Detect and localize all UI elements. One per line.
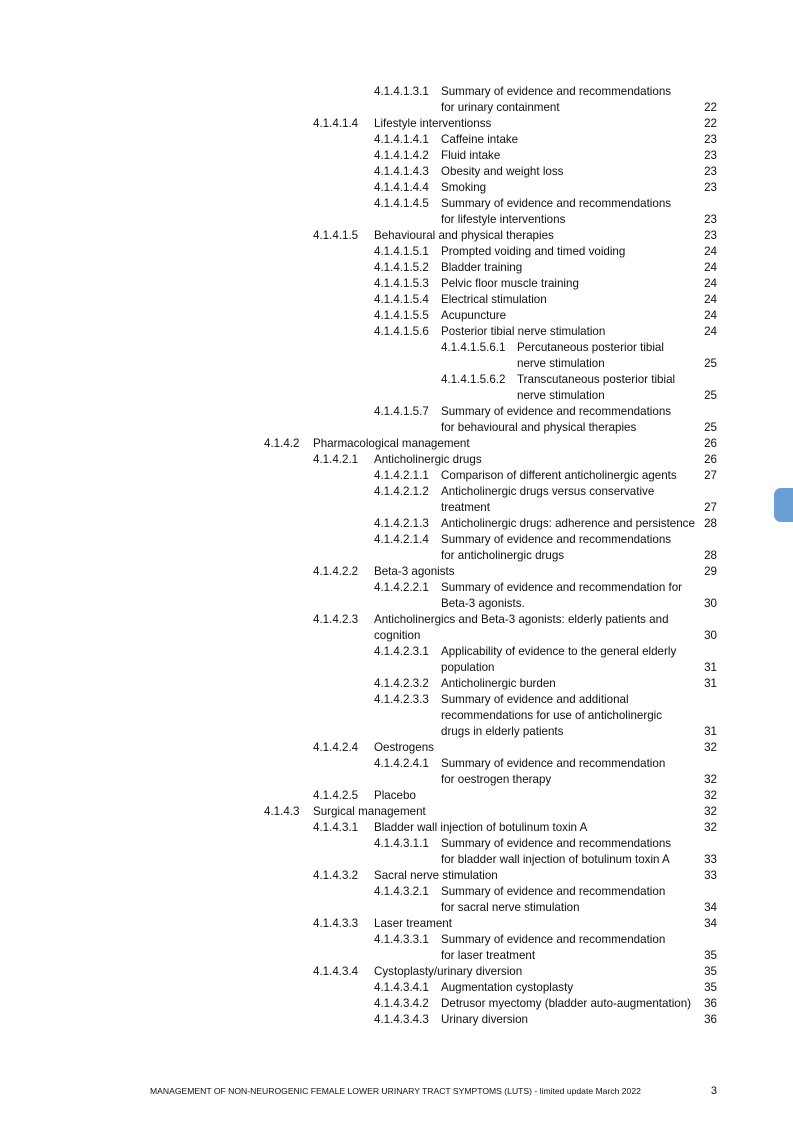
toc-entry[interactable] [0, 436, 793, 452]
toc-entry-number: 4.1.4.2.4 [313, 741, 359, 754]
toc-entry-number: 4.1.4.2.3.1 [374, 645, 429, 658]
toc-entry-page: 29 [704, 565, 717, 578]
toc-entry[interactable] [0, 532, 793, 548]
toc-entry[interactable] [0, 468, 793, 484]
toc-entry-number: 4.1.4.3.4.2 [374, 997, 429, 1010]
toc-entry-title: for lifestyle interventions [441, 213, 566, 226]
toc-entry-page: 36 [704, 997, 717, 1010]
toc-entry[interactable] [0, 548, 793, 564]
toc-entry-number: 4.1.4.3 [264, 805, 300, 818]
toc-entry[interactable] [0, 500, 793, 516]
toc-entry-page: 23 [704, 229, 717, 242]
toc-entry[interactable] [0, 228, 793, 244]
toc-entry-number: 4.1.4.3.4.3 [374, 1013, 429, 1026]
toc-entry[interactable] [0, 212, 793, 228]
toc-entry-title: Anticholinergic drugs [374, 453, 482, 466]
toc-entry[interactable] [0, 100, 793, 116]
toc-entry-number: 4.1.4.1.5.1 [374, 245, 429, 258]
toc-entry-title: drugs in elderly patients [441, 725, 564, 738]
toc-entry-page: 25 [704, 421, 717, 434]
toc-entry-title: Summary of evidence and recommendations [441, 197, 672, 210]
toc-entry-number: 4.1.4.1.5.7 [374, 405, 429, 418]
toc-entry-title: Surgical management [313, 805, 426, 818]
toc-entry-title: for sacral nerve stimulation [441, 901, 580, 914]
toc-entry-page: 32 [704, 789, 717, 802]
toc-entry-page: 24 [704, 309, 717, 322]
toc-entry-number: 4.1.4.3.2 [313, 869, 359, 882]
toc-entry[interactable] [0, 388, 793, 404]
toc-entry-page: 23 [704, 133, 717, 146]
toc-entry-number: 4.1.4.1.4.3 [374, 165, 429, 178]
toc-entry-title: Summary of evidence and recommendations [441, 85, 672, 98]
toc-entry[interactable] [0, 260, 793, 276]
toc-entry-page: 27 [704, 501, 717, 514]
toc-entry-number: 4.1.4.1.5 [313, 229, 359, 242]
toc-entry[interactable] [0, 660, 793, 676]
toc-entry-number: 4.1.4.2.1 [313, 453, 359, 466]
toc-entry[interactable] [0, 596, 793, 612]
toc-entry-page: 36 [704, 1013, 717, 1026]
toc-entry-page: 31 [704, 661, 717, 674]
toc-entry-title: Anticholinergics and Beta-3 agonists: elderly patients and [374, 613, 669, 626]
toc-entry[interactable] [0, 868, 793, 884]
toc-entry-number: 4.1.4.1.5.5 [374, 309, 429, 322]
toc-entry-number: 4.1.4.2.1.1 [374, 469, 429, 482]
toc-entry-number: 4.1.4.1.4.5 [374, 197, 429, 210]
toc-entry[interactable] [0, 740, 793, 756]
toc-entry-number: 4.1.4.2.1.3 [374, 517, 429, 530]
toc-entry-number: 4.1.4.2.3.2 [374, 677, 429, 690]
toc-entry-title: Detrusor myectomy (bladder auto-augmentation) [441, 997, 692, 1010]
toc-entry-title: Cystoplasty/urinary diversion [374, 965, 523, 978]
toc-entry-page: 30 [704, 597, 717, 610]
toc-entry-number: 4.1.4.1.4 [313, 117, 359, 130]
toc-entry-number: 4.1.4.1.4.4 [374, 181, 429, 194]
toc-entry[interactable] [0, 676, 793, 692]
toc-entry-title: for urinary containment [441, 101, 560, 114]
toc-entry-title: Summary of evidence and recommendations [441, 533, 672, 546]
toc-entry-number: 4.1.4.1.5.3 [374, 277, 429, 290]
toc-entry[interactable] [0, 628, 793, 644]
toc-entry-page: 24 [704, 293, 717, 306]
toc-entry[interactable] [0, 852, 793, 868]
toc-entry-number: 4.1.4.1.5.6.2 [441, 373, 506, 386]
toc-entry-title: Summary of evidence and recommendations [441, 837, 672, 850]
toc-entry-title: Laser treament [374, 917, 452, 930]
toc-entry-title: Urinary diversion [441, 1013, 528, 1026]
toc-entry[interactable] [0, 788, 793, 804]
toc-entry-page: 34 [704, 901, 717, 914]
toc-entry-title: Summary of evidence and recommendation [441, 933, 666, 946]
toc-entry[interactable] [0, 804, 793, 820]
toc-entry[interactable] [0, 116, 793, 132]
toc-entry-title: Smoking [441, 181, 487, 194]
toc-entry-title: Augmentation cystoplasty [441, 981, 574, 994]
toc-entry-title: Summary of evidence and recommendation [441, 757, 666, 770]
toc-entry[interactable] [0, 180, 793, 196]
footer-text: MANAGEMENT OF NON-NEUROGENIC FEMALE LOWER URINARY TRACT SYMPTOMS (LUTS) - limited update March 2022 [150, 1086, 641, 1096]
toc-entry[interactable] [0, 612, 793, 628]
toc-entry-number: 4.1.4.3.1 [313, 821, 359, 834]
toc-entry-page: 25 [704, 389, 717, 402]
toc-entry-page: 31 [704, 677, 717, 690]
toc-entry-title: Bladder wall injection of botulinum toxin A [374, 821, 588, 834]
toc-entry[interactable] [0, 292, 793, 308]
toc-entry-title: for laser treatment [441, 949, 536, 962]
toc-entry[interactable] [0, 564, 793, 580]
toc-entry-title: Bladder training [441, 261, 523, 274]
toc-entry-title: Anticholinergic burden [441, 677, 556, 690]
toc-entry-page: 33 [704, 869, 717, 882]
toc-entry-title: Beta-3 agonists [374, 565, 455, 578]
toc-entry-number: 4.1.4.1.5.6 [374, 325, 429, 338]
toc-entry-title: Lifestyle interventionss [374, 117, 492, 130]
toc-entry-number: 4.1.4.1.5.6.1 [441, 341, 506, 354]
toc-entry-page: 23 [704, 149, 717, 162]
toc-entry[interactable] [0, 452, 793, 468]
toc-entry-number: 4.1.4.3.2.1 [374, 885, 429, 898]
toc-entry[interactable] [0, 724, 793, 740]
toc-entry-number: 4.1.4.1.4.2 [374, 149, 429, 162]
toc-entry-number: 4.1.4.1.3.1 [374, 85, 429, 98]
toc-entry-page: 31 [704, 725, 717, 738]
toc-entry[interactable] [0, 404, 793, 420]
toc-entry-page: 32 [704, 741, 717, 754]
toc-entry[interactable] [0, 916, 793, 932]
toc-entry-page: 32 [704, 821, 717, 834]
toc-entry-page: 26 [704, 453, 717, 466]
toc-entry-page: 24 [704, 325, 717, 338]
toc-entry-page: 24 [704, 261, 717, 274]
toc-entry[interactable] [0, 884, 793, 900]
toc-entry-title: for behavioural and physical therapies [441, 421, 637, 434]
toc-entry-title: nerve stimulation [517, 389, 605, 402]
toc-entry[interactable] [0, 372, 793, 388]
toc-entry-title: Sacral nerve stimulation [374, 869, 498, 882]
toc-entry-title: Prompted voiding and timed voiding [441, 245, 626, 258]
toc-entry[interactable] [0, 1012, 793, 1028]
toc-entry[interactable] [0, 276, 793, 292]
toc-entry-page: 32 [704, 805, 717, 818]
toc-entry-title: Transcutaneous posterior tibial [517, 373, 676, 386]
toc-entry[interactable] [0, 836, 793, 852]
toc-entry[interactable] [0, 324, 793, 340]
toc-entry-page: 35 [704, 965, 717, 978]
toc-entry-number: 4.1.4.3.4 [313, 965, 359, 978]
toc-entry-title: Comparison of different anticholinergic agents [441, 469, 677, 482]
toc-entry-title: Anticholinergic drugs: adherence and persistence [441, 517, 695, 530]
toc-entry-title: treatment [441, 501, 490, 514]
toc-entry-page: 27 [704, 469, 717, 482]
toc-entry[interactable] [0, 692, 793, 708]
toc-entry-number: 4.1.4.3.1.1 [374, 837, 429, 850]
toc-entry[interactable] [0, 708, 793, 724]
toc-entry-number: 4.1.4.2.1.2 [374, 485, 429, 498]
toc-entry-title: Summary of evidence and additional [441, 693, 629, 706]
toc-entry-title: Beta-3 agonists. [441, 597, 525, 610]
toc-entry-number: 4.1.4.2.3 [313, 613, 359, 626]
toc-entry-number: 4.1.4.2.2 [313, 565, 359, 578]
toc-entry-page: 22 [704, 101, 717, 114]
toc-entry-page: 34 [704, 917, 717, 930]
toc-entry-title: Percutaneous posterior tibial [517, 341, 664, 354]
toc-entry-title: Anticholinergic drugs versus conservative [441, 485, 655, 498]
toc-entry-title: nerve stimulation [517, 357, 605, 370]
toc-entry[interactable] [0, 164, 793, 180]
toc-entry-title: Acupuncture [441, 309, 507, 322]
toc-entry-title: population [441, 661, 495, 674]
toc-entry-title: Applicability of evidence to the general elderly [441, 645, 677, 658]
toc-entry-page: 35 [704, 949, 717, 962]
toc-entry-title: Electrical stimulation [441, 293, 547, 306]
toc-entry-page: 25 [704, 357, 717, 370]
toc-entry[interactable] [0, 340, 793, 356]
toc-entry-title: Fluid intake [441, 149, 501, 162]
toc-entry-number: 4.1.4.1.5.4 [374, 293, 429, 306]
toc-entry-number: 4.1.4.2 [264, 437, 300, 450]
toc-entry[interactable] [0, 196, 793, 212]
toc-entry[interactable] [0, 420, 793, 436]
toc-entry-page: 23 [704, 181, 717, 194]
toc-entry-title: Summary of evidence and recommendation [441, 885, 666, 898]
toc-entry[interactable] [0, 996, 793, 1012]
table-of-contents [0, 84, 793, 1028]
toc-entry[interactable] [0, 356, 793, 372]
toc-entry-title: cognition [374, 629, 421, 642]
toc-entry[interactable] [0, 516, 793, 532]
toc-entry[interactable] [0, 644, 793, 660]
toc-entry[interactable] [0, 148, 793, 164]
toc-entry-page: 28 [704, 517, 717, 530]
toc-entry-number: 4.1.4.2.4.1 [374, 757, 429, 770]
toc-entry-page: 24 [704, 277, 717, 290]
toc-entry-page: 30 [704, 629, 717, 642]
toc-entry-title: Obesity and weight loss [441, 165, 564, 178]
toc-entry[interactable] [0, 484, 793, 500]
toc-entry-title: for anticholinergic drugs [441, 549, 565, 562]
toc-entry[interactable] [0, 244, 793, 260]
toc-entry-page: 33 [704, 853, 717, 866]
toc-entry-page: 26 [704, 437, 717, 450]
section-tab-marker [774, 488, 793, 522]
toc-entry-number: 4.1.4.3.4.1 [374, 981, 429, 994]
toc-entry-title: Pelvic floor muscle training [441, 277, 579, 290]
toc-entry-title: for oestrogen therapy [441, 773, 552, 786]
toc-entry-title: Oestrogens [374, 741, 434, 754]
toc-entry[interactable] [0, 772, 793, 788]
toc-entry[interactable] [0, 820, 793, 836]
toc-entry[interactable] [0, 900, 793, 916]
toc-entry-title: for bladder wall injection of botulinum toxin A [441, 853, 670, 866]
toc-entry-title: Summary of evidence and recommendation for [441, 581, 683, 594]
page-number: 3 [710, 1085, 717, 1097]
toc-entry-number: 4.1.4.2.3.3 [374, 693, 429, 706]
toc-entry-page: 24 [704, 245, 717, 258]
toc-entry-title: Caffeine intake [441, 133, 519, 146]
toc-entry-page: 28 [704, 549, 717, 562]
toc-entry-title: Pharmacological management [313, 437, 470, 450]
toc-entry[interactable] [0, 980, 793, 996]
toc-entry-title: Placebo [374, 789, 416, 802]
toc-entry-title: Behavioural and physical therapies [374, 229, 554, 242]
toc-entry-title: recommendations for use of anticholinergic [441, 709, 663, 722]
toc-entry-page: 23 [704, 213, 717, 226]
page-footer [0, 1083, 793, 1099]
toc-entry[interactable] [0, 932, 793, 948]
toc-entry-title: Summary of evidence and recommendations [441, 405, 672, 418]
toc-entry[interactable] [0, 948, 793, 964]
toc-entry-number: 4.1.4.2.1.4 [374, 533, 429, 546]
toc-entry-number: 4.1.4.1.5.2 [374, 261, 429, 274]
toc-entry-page: 35 [704, 981, 717, 994]
toc-entry-number: 4.1.4.2.2.1 [374, 581, 429, 594]
toc-entry[interactable] [0, 580, 793, 596]
toc-entry-page: 32 [704, 773, 717, 786]
toc-entry-page: 22 [704, 117, 717, 130]
toc-entry[interactable] [0, 964, 793, 980]
toc-entry[interactable] [0, 756, 793, 772]
toc-entry-number: 4.1.4.2.5 [313, 789, 359, 802]
toc-entry[interactable] [0, 308, 793, 324]
toc-entry-title: Posterior tibial nerve stimulation [441, 325, 606, 338]
toc-entry-number: 4.1.4.3.3.1 [374, 933, 429, 946]
toc-entry-page: 23 [704, 165, 717, 178]
toc-entry-number: 4.1.4.1.4.1 [374, 133, 429, 146]
toc-entry[interactable] [0, 84, 793, 100]
toc-entry-number: 4.1.4.3.3 [313, 917, 359, 930]
toc-entry[interactable] [0, 132, 793, 148]
